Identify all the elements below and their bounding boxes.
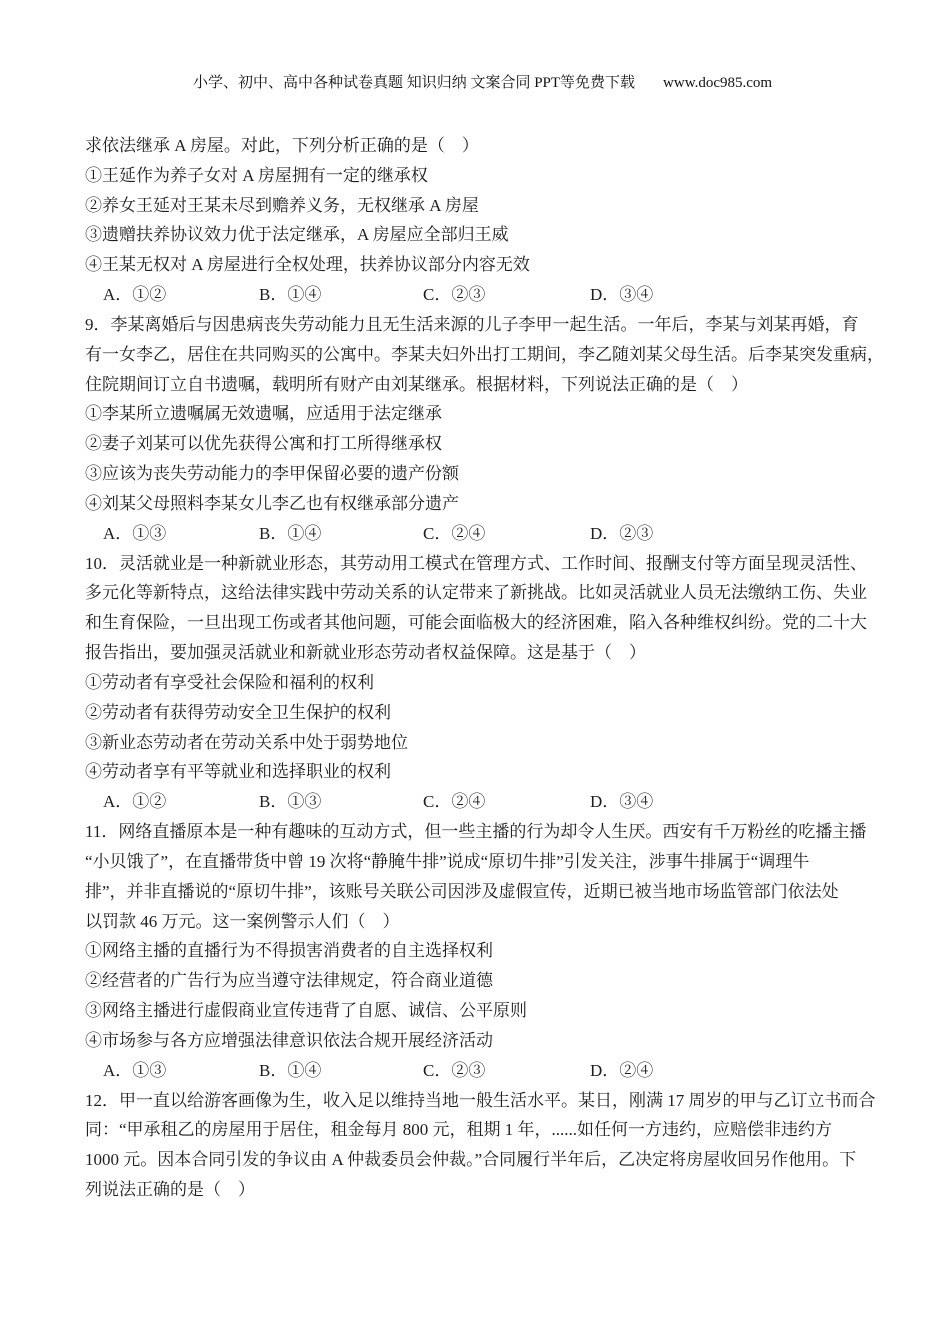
header-site-text: 小学、初中、高中各种试卷真题 知识归纳 文案合同 PPT等免费下载 — [192, 75, 636, 91]
text-line: ③网络主播进行虚假商业宣传违背了自愿、诚信、公平原则 — [85, 1001, 527, 1021]
answer-options-row — [85, 280, 897, 310]
text-line: ①劳动者有享受社会保险和福利的权利 — [85, 672, 374, 692]
text-line: 列说法正确的是（ ） — [85, 1179, 255, 1199]
answer-option: B．①④ — [259, 1060, 322, 1080]
answer-option: A．①② — [103, 285, 167, 305]
answer-option: C．②④ — [423, 792, 486, 812]
answer-option: D．②④ — [590, 1060, 654, 1080]
text-line: ②劳动者有获得劳动安全卫生保护的权利 — [85, 702, 391, 722]
text-line: 10．灵活就业是一种新就业形态，其劳动用工模式在管理方式、工作时间、报酬支付等方面呈现灵活性、 — [85, 553, 867, 573]
text-line: ④市场参与各方应增强法律意识依法合规开展经济活动 — [85, 1030, 493, 1050]
text-line: 有一女李乙，居住在共同购买的公寓中。李某夫妇外出打工期间，李乙随刘某父母生活。后李某突发重病， — [85, 344, 884, 364]
text-line: ④王某无权对 A 房屋进行全权处理，扶养协议部分内容无效 — [85, 255, 530, 275]
text-line: 同：“甲承租乙的房屋用于居住，租金每月 800 元，租期 1 年，......如任何一方违约，应赔偿非违约方 — [85, 1120, 833, 1140]
text-line: ③应该为丧失劳动能力的李甲保留必要的遗产份额 — [85, 464, 459, 484]
text-line: ②妻子刘某可以优先获得公寓和打工所得继承权 — [85, 434, 442, 454]
answer-option: D．②③ — [590, 523, 654, 543]
answer-option: C．②④ — [423, 523, 486, 543]
text-line: 和生育保险，一旦出现工伤或者其他问题，可能会面临极大的经济困难，陷入各种维权纠纷。党的二十大 — [85, 613, 867, 633]
text-line: ④刘某父母照料李某女儿李乙也有权继承部分遗产 — [85, 493, 459, 513]
text-line: ①王延作为养子女对 A 房屋拥有一定的继承权 — [85, 165, 428, 185]
page-header — [0, 54, 950, 109]
text-line: ①李某所立遗嘱属无效遗嘱，应适用于法定继承 — [85, 404, 442, 424]
text-line: 多元化等新特点，这给法律实践中劳动关系的认定带来了新挑战。比如灵活就业人员无法缴纳工伤、失业 — [85, 583, 867, 603]
answer-option: B．①④ — [259, 523, 322, 543]
text-line: 求依法继承 A 房屋。对此，下列分析正确的是（ ） — [85, 136, 479, 155]
text-line: 11．网络直播原本是一种有趣味的互动方式，但一些主播的行为却令人生厌。西安有千万粉丝的吃播主播 — [85, 822, 867, 842]
answer-option: A．①③ — [103, 523, 167, 543]
answer-options-row — [85, 1056, 897, 1086]
text-line: ③遗赠扶养协议效力优于法定继承，A 房屋应全部归王威 — [85, 225, 509, 245]
header-url[interactable]: www.doc985.com — [663, 75, 773, 91]
answer-option: B．①④ — [259, 285, 322, 305]
text-line: 住院期间订立自书遗嘱，载明所有财产由刘某继承。根据材料，下列说法正确的是（ ） — [85, 374, 748, 394]
text-line: ②养女王延对王某未尽到赡养义务，无权继承 A 房屋 — [85, 195, 479, 215]
answer-option: C．②③ — [423, 285, 486, 305]
answer-option: A．①③ — [103, 1060, 167, 1080]
text-line: 12．甲一直以给游客画像为生，收入足以维持当地一般生活水平。某日，刚满 17 周岁的甲与乙订立书而合 — [85, 1090, 876, 1110]
text-line: ③新业态劳动者在劳动关系中处于弱势地位 — [85, 732, 408, 752]
answer-options-row — [85, 519, 897, 549]
text-line: 排”，并非直播说的“原切牛排”，该账号关联公司因涉及虚假宣传，近期已被当地市场监管部门依法处 — [85, 881, 839, 901]
text-line: 9．李某离婚后与因患病丧失劳动能力且无生活来源的儿子李甲一起生活。一年后，李某与刘某再婚，育 — [85, 314, 859, 334]
text-line: ②经营者的广告行为应当遵守法律规定，符合商业道德 — [85, 971, 493, 991]
answer-option: D．③④ — [590, 285, 654, 305]
text-line: ①网络主播的直播行为不得损害消费者的自主选择权利 — [85, 941, 493, 961]
answer-option: C．②③ — [423, 1060, 486, 1080]
text-line: ④劳动者享有平等就业和选择职业的权利 — [85, 762, 391, 782]
answer-option: B．①③ — [259, 792, 322, 812]
text-line: 以罚款 46 万元。这一案例警示人们（ ） — [85, 911, 400, 931]
answer-option: D．③④ — [590, 792, 654, 812]
document-body — [85, 131, 897, 1205]
text-line: 报告指出，要加强灵活就业和新就业形态劳动者权益保障。这是基于（ ） — [85, 643, 646, 663]
text-line: “小贝饿了”，在直播带货中曾 19 次将“静腌牛排”说成“原切牛排”引发关注，涉事牛排属于“调理牛 — [85, 851, 810, 871]
text-line: 1000 元。因本合同引发的争议由 A 仲裁委员会仲裁。”合同履行半年后，乙决定将房屋收回另作他用。下 — [85, 1150, 857, 1170]
answer-option: A．①② — [103, 792, 167, 812]
answer-options-row — [85, 787, 897, 817]
